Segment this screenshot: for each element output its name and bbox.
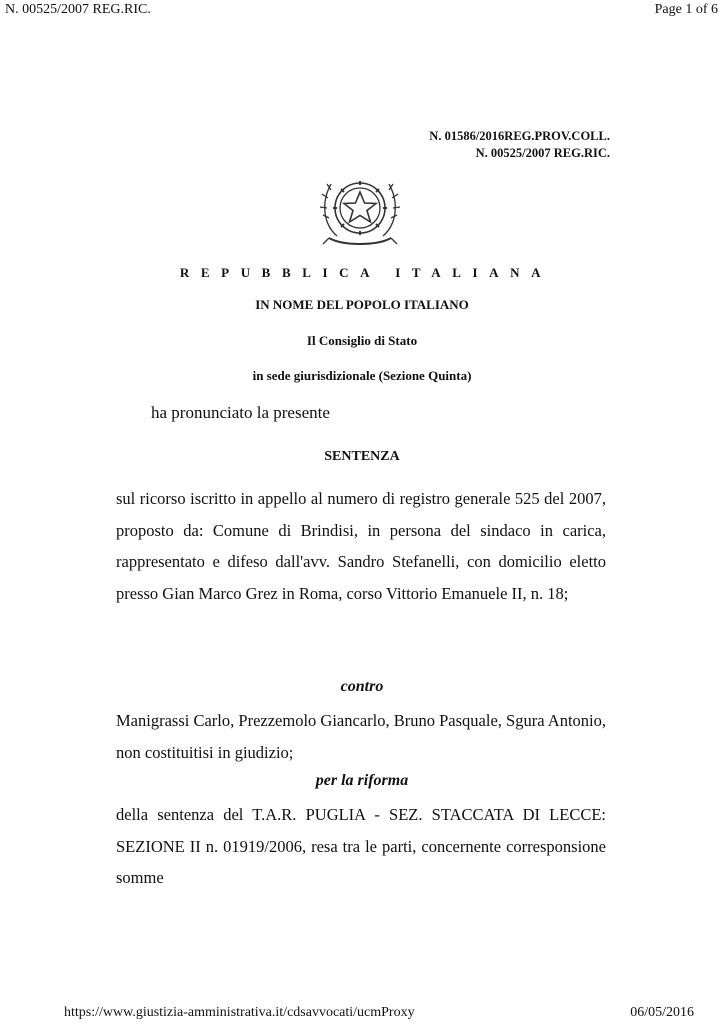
consiglio-di-stato-heading: Il Consiglio di Stato xyxy=(306,333,418,348)
pronunciato-line: ha pronunciato la presente xyxy=(151,403,330,422)
riforma-heading: per la riforma xyxy=(315,772,409,789)
sezione-heading: in sede giurisdizionale (Sezione Quinta) xyxy=(252,368,472,383)
header-case-number: N. 00525/2007 REG.RIC. xyxy=(5,2,151,17)
footer-date: 06/05/2016 xyxy=(630,1005,694,1020)
contro-paragraph: Manigrassi Carlo, Prezzemolo Giancarlo, Bruno Pasquale, Sgura Antonio, non costituitisi in giudizio; xyxy=(116,711,606,762)
sentenza-heading: SENTENZA xyxy=(324,449,400,464)
repubblica-italiana-heading: REPUBBLICA ITALIANA xyxy=(179,265,553,280)
contro-heading: contro xyxy=(340,678,384,695)
reference-reg-ric: N. 00525/2007 REG.RIC. xyxy=(475,146,610,160)
reference-prov-coll: N. 01586/2016REG.PROV.COLL. xyxy=(429,129,610,143)
header-page-indicator: Page 1 of 6 xyxy=(654,2,718,17)
ricorso-paragraph: sul ricorso iscritto in appello al numero di registro generale 525 del 2007, proposto da: Comune di Brindisi, in persona del sindaco in carica, rappresentato e difeso dall'avv. Sandro Stefanelli, con domicilio eletto presso Gian Marco Grez in Roma, corso Vittorio Emanuele II, n. 18; xyxy=(116,489,606,603)
riforma-paragraph: della sentenza del T.A.R. PUGLIA - SEZ. STACCATA DI LECCE: SEZIONE II n. 01919/2006, resa tra le parti, concernente corresponsione somme xyxy=(116,805,606,887)
footer-url-link[interactable]: https://www.giustizia-amministrativa.it/cdsavvocati/ucmProxy xyxy=(64,1005,415,1020)
nome-popolo-heading: IN NOME DEL POPOLO ITALIANO xyxy=(255,297,469,312)
reference-numbers xyxy=(429,128,610,162)
italian-republic-emblem-icon xyxy=(317,168,403,250)
